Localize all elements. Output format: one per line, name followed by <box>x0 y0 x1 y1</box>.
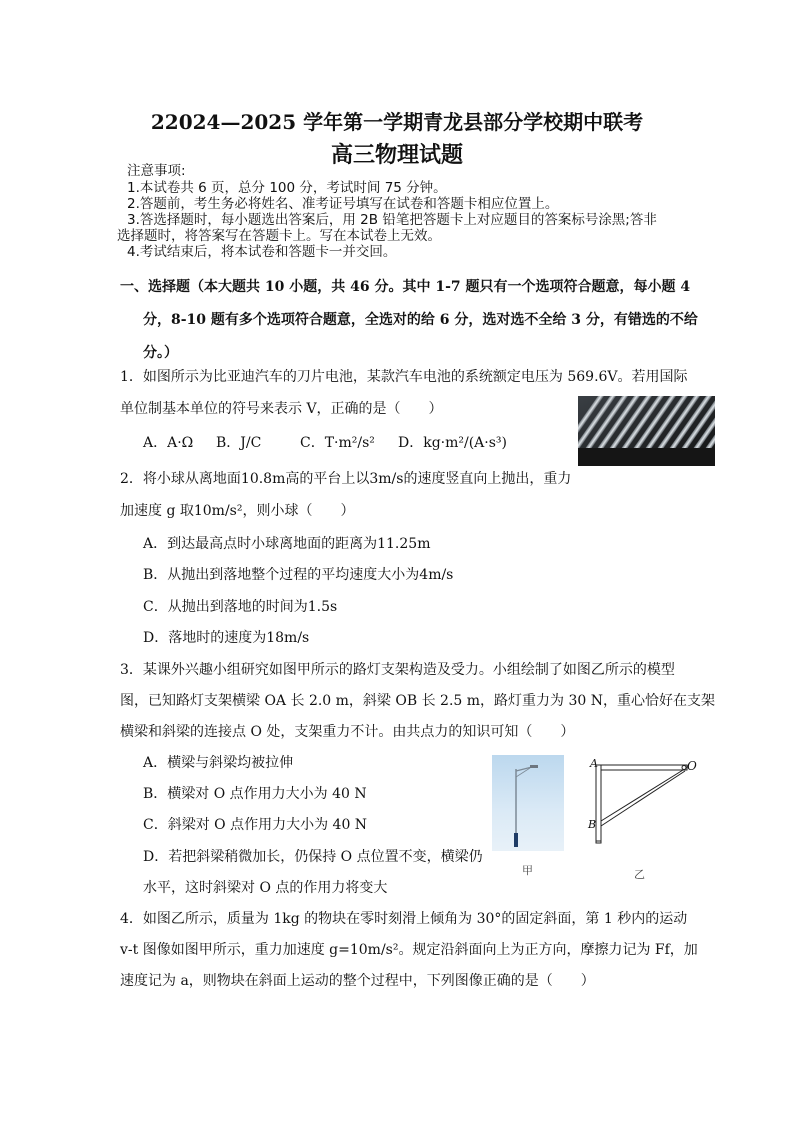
q2-option-a: A．到达最高点时小球离地面的距离为11.25m <box>143 536 431 552</box>
q2-stem: 2．将小球从离地面10.8m高的平台上以3m/s的速度竖直向上抛出，重力 <box>120 471 572 487</box>
point-a-label: A <box>590 757 598 770</box>
section-heading: 一、选择题（本大题共 10 小题，共 46 分。其中 1-7 题只有一个选项符合题意，每小题 4 <box>120 279 691 295</box>
figure-jia-caption: 甲 <box>522 864 533 877</box>
q1-option-b: B．J/C <box>216 435 262 451</box>
notice-heading: 注意事项: <box>127 163 186 179</box>
q2-option-c: C．从抛出到落地的时间为1.5s <box>143 599 338 615</box>
q1-stem: 1．如图所示为比亚迪汽车的刀片电池，某款汽车电池的系统额定电压为 569.6V。若用国际 <box>120 369 688 385</box>
q2-option-b: B．从抛出到落地整个过程的平均速度大小为4m/s <box>143 567 454 583</box>
q3-option-d-cont: 水平，这时斜梁对 O 点的作用力将变大 <box>143 880 388 896</box>
section-heading-cont: 分。） <box>143 345 178 361</box>
q4-stem: v-t 图像如图甲所示，重力加速度 g=10m/s²。规定沿斜面向上为正方向，摩擦力记为 Ff，加 <box>120 942 698 958</box>
street-lamp-photo <box>492 755 564 851</box>
point-o-label: O <box>687 759 697 773</box>
notice-item: 选择题时，将答案写在答题卡上。写在本试卷上无效。 <box>117 228 441 244</box>
blade-battery-photo <box>578 396 715 466</box>
subject-title: 高三物理试题 <box>330 142 463 168</box>
q4-stem: 速度记为 a，则物块在斜面上运动的整个过程中，下列图像正确的是（ ） <box>120 973 595 989</box>
q1-option-d: D．kg·m²/(A·s³) <box>398 435 508 451</box>
q1-stem: 单位制基本单位的符号来表示 V，正确的是（ ） <box>120 401 443 417</box>
point-b-label: B <box>588 818 597 831</box>
section-heading-cont: 分，8-10 题有多个选项符合题意，全选对的给 6 分，选对选不全给 3 分，有错选的不给 <box>143 312 698 328</box>
q3-stem: 横梁和斜梁的连接点 O 处，支架重力不计。由共点力的知识可知（ ） <box>120 724 575 740</box>
q3-option-d: D．若把斜梁稍微加长，仍保持 O 点位置不变，横梁仍 <box>143 849 483 865</box>
q1-option-c: C．T·m²/s² <box>300 435 375 451</box>
notice-item: 1.本试卷共 6 页，总分 100 分，考试时间 75 分钟。 <box>127 180 447 196</box>
q3-stem: 图，已知路灯支架横梁 OA 长 2.0 m，斜梁 OB 长 2.5 m，路灯重力为 30 N，重心恰好在支架 <box>120 693 715 709</box>
q3-stem: 3．某课外兴趣小组研究如图甲所示的路灯支架构造及受力。小组绘制了如图乙所示的模型 <box>120 662 675 678</box>
q2-stem: 加速度 g 取10m/s²，则小球（ ） <box>120 503 355 519</box>
notice-item: 3.答选择题时，每小题选出答案后，用 2B 铅笔把答题卡上对应题目的答案标号涂黑;答非 <box>127 212 657 228</box>
q3-option-a: A．横梁与斜梁均被拉伸 <box>143 755 294 771</box>
notice-item: 4.考试结束后，将本试卷和答题卡一并交回。 <box>127 244 397 260</box>
q1-option-a: A．A·Ω <box>143 435 194 451</box>
q3-option-b: B．横梁对 O 点作用力大小为 40 N <box>143 786 367 802</box>
notice-item: 2.答题前，考生务必将姓名、准考证号填写在试卷和答题卡相应位置上。 <box>127 196 559 212</box>
q4-stem: 4．如图乙所示，质量为 1kg 的物块在零时刻滑上倾角为 30°的固定斜面，第 1 秒内的运动 <box>120 911 688 927</box>
exam-title: 22024—2025 学年第一学期青龙县部分学校期中联考 <box>150 110 644 134</box>
figure-yi-caption: 乙 <box>634 868 645 881</box>
q3-option-c: C．斜梁对 O 点作用力大小为 40 N <box>143 817 368 833</box>
q2-option-d: D．落地时的速度为18m/s <box>143 630 310 646</box>
